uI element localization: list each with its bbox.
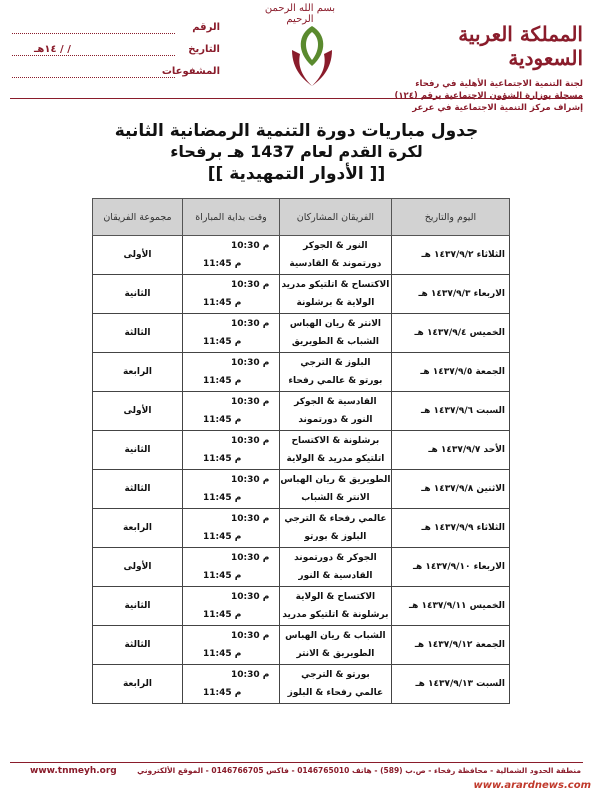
attachments-row — [12, 62, 220, 84]
date-label: التاريخ — [188, 44, 220, 55]
match-pair: الانتر & الشباب — [301, 493, 370, 503]
match-time-cell — [182, 431, 279, 470]
org-line: إشراف مركز التنمية الاجتماعية في عرعر — [412, 103, 583, 113]
group-cell: الثانية — [93, 431, 183, 470]
ref-label: الرقم — [192, 22, 220, 33]
match-pair: عالمي رفحاء & الترجي — [284, 514, 387, 524]
kickoff-time: 10:30 م — [230, 631, 270, 641]
org-header — [393, 22, 583, 114]
match-pair: الطويريق & الانتر — [296, 649, 375, 659]
match-date-cell: الخميس ١٤٣٧/٩/١١ هـ — [391, 587, 509, 626]
match-pair: بورتو & عالمي رفحاء — [288, 376, 383, 386]
match-pair: الاكتساح & الولاية — [295, 592, 376, 602]
match-teams-cell — [279, 626, 391, 665]
group-cell: الرابعة — [93, 353, 183, 392]
kickoff-time: 10:30 م — [230, 436, 270, 446]
group-cell: الثالثة — [93, 470, 183, 509]
match-date-cell: الخميس ١٤٣٧/٩/٤ هـ — [391, 314, 509, 353]
basmala: بسم الله الرحمن الرحيم — [264, 3, 336, 25]
match-time-cell — [182, 548, 279, 587]
match-date-cell: الثلاثاء ١٤٣٧/٩/٩ هـ — [391, 509, 509, 548]
table-row — [93, 314, 510, 353]
kickoff-time: 10:30 م — [230, 670, 270, 680]
match-date-cell: السبت ١٤٣٧/٩/١٣ هـ — [391, 665, 509, 704]
source-watermark: www.arardnews.com — [473, 780, 591, 791]
group-cell: الثانية — [93, 275, 183, 314]
match-pair: برشلونة & الاكتساح — [291, 436, 380, 446]
match-time-cell — [182, 275, 279, 314]
kickoff-time: 10:30 م — [230, 241, 270, 251]
match-time-cell — [182, 587, 279, 626]
footer-contact-info: منطقة الحدود الشمالية - محافظة رفحاء - ص.ب (589) - هاتف 0146765010 - فاكس 0146766705 - الموقع الألكتروني — [137, 766, 581, 775]
group-cell: الأولى — [93, 236, 183, 275]
table-row — [93, 665, 510, 704]
table-row — [93, 470, 510, 509]
table-row — [93, 431, 510, 470]
match-date-cell: الجمعة ١٤٣٧/٩/٥ هـ — [391, 353, 509, 392]
table-row — [93, 548, 510, 587]
table-row — [93, 392, 510, 431]
match-date-cell: الاربعاء ١٤٣٧/٩/١٠ هـ — [391, 548, 509, 587]
kickoff-time: 10:30 م — [230, 397, 270, 407]
schedule-titles — [0, 120, 593, 186]
match-date-cell: الاربعاء ١٤٣٧/٩/٣ هـ — [391, 275, 509, 314]
match-pair: الشباب & الطويريق — [291, 337, 379, 347]
table-row — [93, 626, 510, 665]
footer — [0, 766, 593, 780]
match-time-cell — [182, 392, 279, 431]
kickoff-time: 10:30 م — [230, 514, 270, 524]
ref-dots — [12, 33, 175, 34]
header-divider — [10, 98, 583, 99]
kickoff-time: 11:45 م — [202, 337, 242, 347]
attachments-label: المشفوعات — [161, 66, 220, 77]
table-header-row — [93, 199, 510, 236]
kickoff-time: 11:45 م — [202, 610, 242, 620]
col-header-group: مجموعة الفريقان — [93, 199, 183, 236]
match-pair: الجوكر & دورتموند — [294, 553, 377, 563]
match-date-cell: الجمعة ١٤٣٧/٩/١٢ هـ — [391, 626, 509, 665]
match-pair: دورتموند & القادسية — [289, 259, 382, 269]
kickoff-time: 11:45 م — [202, 649, 242, 659]
match-pair: البلوز & الترجي — [300, 358, 371, 368]
kickoff-time: 10:30 م — [230, 553, 270, 563]
kingdom-title: المملكة العربية السعودية — [458, 22, 583, 70]
match-teams-cell — [279, 587, 391, 626]
kickoff-time: 11:45 م — [202, 376, 242, 386]
org-line: لجنة التنمية الاجتماعية الأهلية في رفحاء — [415, 79, 583, 89]
kickoff-time: 11:45 م — [202, 415, 242, 425]
table-row — [93, 587, 510, 626]
kickoff-time: 11:45 م — [202, 532, 242, 542]
match-pair: عالمي رفحاء & البلوز — [287, 688, 384, 698]
match-time-cell — [182, 626, 279, 665]
match-pair: الشباب & ريان الهباس — [285, 631, 386, 641]
title-line-3: [[ الأدوار التمهيدية ]] — [207, 164, 386, 184]
col-header-time: وقت بداية المباراة — [182, 199, 279, 236]
match-pair: القادسية & الجوكر — [294, 397, 377, 407]
kickoff-time: 11:45 م — [202, 454, 242, 464]
table-body — [93, 236, 510, 704]
match-pair: الاكتساح & اتلتيكو مدريد — [281, 280, 390, 290]
match-teams-cell — [279, 470, 391, 509]
match-teams-cell — [279, 392, 391, 431]
group-cell: الرابعة — [93, 509, 183, 548]
document-meta — [12, 18, 220, 84]
match-time-cell — [182, 509, 279, 548]
group-cell: الثالثة — [93, 314, 183, 353]
match-pair: الولاية & برشلونة — [296, 298, 375, 308]
match-teams-cell — [279, 275, 391, 314]
table-row — [93, 353, 510, 392]
group-cell: الأولى — [93, 392, 183, 431]
footer-divider — [10, 762, 583, 763]
kickoff-time: 10:30 م — [230, 358, 270, 368]
match-pair: اتلتيكو مدريد & الولاية — [286, 454, 385, 464]
match-time-cell — [182, 314, 279, 353]
footer-website-link[interactable]: www.tnmeyh.org — [30, 766, 117, 776]
attachments-dots — [12, 77, 175, 78]
match-teams-cell — [279, 665, 391, 704]
date-value: / / ١٤هـ — [34, 44, 71, 55]
date-dots — [12, 55, 175, 56]
match-date-cell: الثلاثاء ١٤٣٧/٩/٢ هـ — [391, 236, 509, 275]
ref-row — [12, 18, 220, 40]
match-teams-cell — [279, 548, 391, 587]
match-pair: بورتو & الترجي — [301, 670, 370, 680]
match-time-cell — [182, 353, 279, 392]
match-teams-cell — [279, 431, 391, 470]
match-time-cell — [182, 665, 279, 704]
group-cell: الثالثة — [93, 626, 183, 665]
kickoff-time: 10:30 م — [230, 475, 270, 485]
match-time-cell — [182, 470, 279, 509]
match-pair: البلوز & بورتو — [304, 532, 367, 542]
kickoff-time: 11:45 م — [202, 688, 242, 698]
kickoff-time: 11:45 م — [202, 259, 242, 269]
date-row — [12, 40, 220, 62]
group-cell: الرابعة — [93, 665, 183, 704]
match-schedule-table — [92, 198, 510, 704]
match-pair: النور & دورتموند — [298, 415, 373, 425]
table-row — [93, 509, 510, 548]
kickoff-time: 10:30 م — [230, 592, 270, 602]
kickoff-time: 11:45 م — [202, 571, 242, 581]
table-row — [93, 275, 510, 314]
match-date-cell: الاثنين ١٤٣٧/٩/٨ هـ — [391, 470, 509, 509]
match-date-cell: الأحد ١٤٣٧/٩/٧ هـ — [391, 431, 509, 470]
match-teams-cell — [279, 353, 391, 392]
title-line-2: لكرة القدم لعام 1437 هـ برفحاء — [170, 142, 423, 161]
match-teams-cell — [279, 236, 391, 275]
kickoff-time: 10:30 م — [230, 319, 270, 329]
match-date-cell: السبت ١٤٣٧/٩/٦ هـ — [391, 392, 509, 431]
committee-logo — [286, 20, 338, 90]
title-line-1: جدول مباريات دورة التنمية الرمضانية الثانية — [114, 121, 479, 141]
match-teams-cell — [279, 314, 391, 353]
match-pair: الطويريق & ريان الهباس — [280, 475, 391, 485]
match-pair: برشلونة & اتلتيكو مدريد — [282, 610, 389, 620]
kickoff-time: 11:45 م — [202, 493, 242, 503]
group-cell: الثانية — [93, 587, 183, 626]
col-header-teams: الفريقان المشاركان — [279, 199, 391, 236]
org-line: مسجلة بوزارة الشؤون الاجتماعية برقم (١٢٤) — [394, 91, 583, 101]
group-cell: الأولى — [93, 548, 183, 587]
table-row — [93, 236, 510, 275]
col-header-date: اليوم والتاريخ — [391, 199, 509, 236]
match-pair: الانتر & ريان الهباس — [289, 319, 381, 329]
match-teams-cell — [279, 509, 391, 548]
kickoff-time: 10:30 م — [230, 280, 270, 290]
match-time-cell — [182, 236, 279, 275]
match-pair: القادسية & النور — [298, 571, 373, 581]
match-pair: النور & الجوكر — [303, 241, 368, 251]
kickoff-time: 11:45 م — [202, 298, 242, 308]
